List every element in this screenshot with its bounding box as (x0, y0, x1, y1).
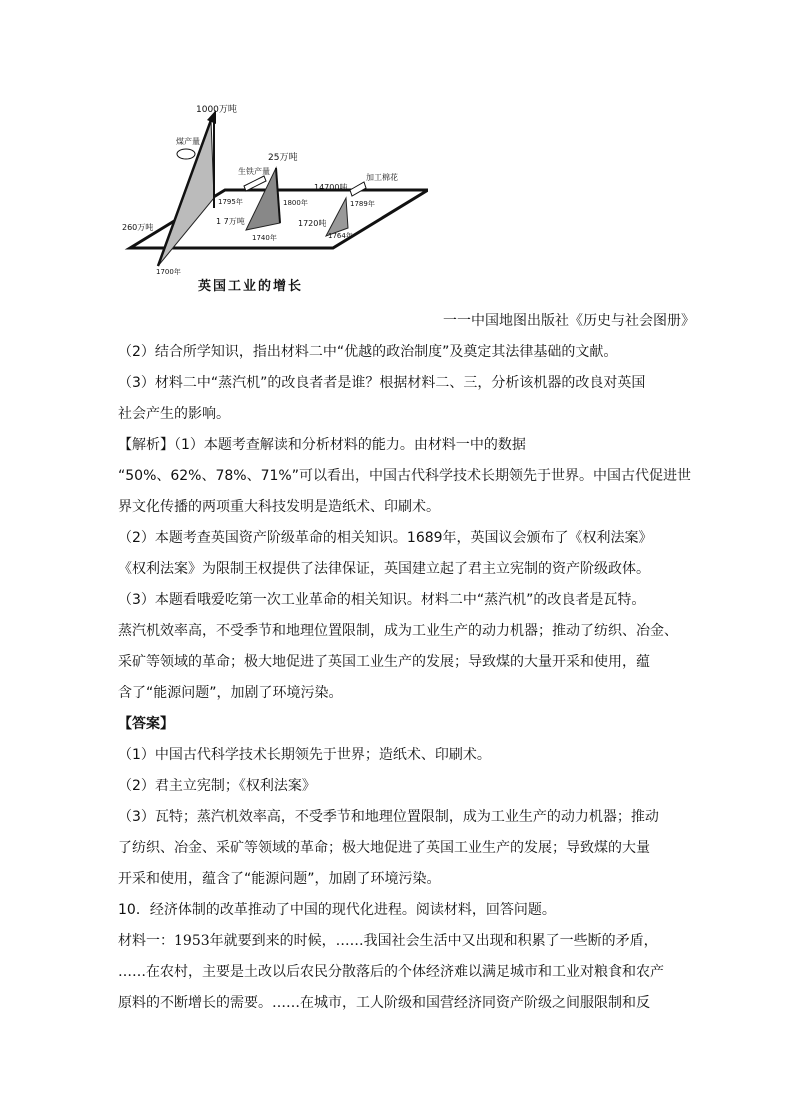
material-line: 原料的不断增长的需要。……在城市，工人阶级和国营经济同资产阶级之间服限制和反 (118, 995, 650, 1011)
answer-heading: 【答案】 (118, 716, 174, 732)
cotton-arrow-icon (350, 182, 366, 196)
analysis-heading-line: 【解析】（1）本题考查解读和分析材料的能力。由材料一中的数据 (118, 437, 526, 453)
text-line: 了纺织、冶金、采矿等领域的革命；极大地促进了英国工业生产的发展；导致煤的大量 (118, 840, 650, 856)
text-line: 《权利法案》为限制王权提供了法律保证，英国建立起了君主立宪制的资产阶级政体。 (118, 561, 650, 577)
iron-bottom-label: 1 7万吨 (216, 217, 245, 226)
industrial-growth-diagram (118, 98, 428, 298)
cotton-shape (326, 198, 348, 236)
text-line: （2）君主立宪制；《权利法案》 (118, 778, 316, 794)
question-10-title: 10．经济体制的改革推动了中国的现代化进程。阅读材料，回答问题。 (118, 902, 556, 918)
coal-top-label: 1000万吨 (196, 105, 237, 115)
coal-bottom-label: 260万吨 (122, 223, 154, 232)
cotton-year-start: 1764年 (328, 232, 353, 240)
text-line: 蒸汽机效率高，不受季节和地理位置限制，成为工业生产的动力机器；推动了纺织、冶金、 (118, 623, 678, 639)
figure-caption: 英国工业的增长 (198, 279, 304, 294)
text-line: （2）结合所学知识，指出材料二中“优越的政治制度”及奠定其法律基础的文献。 (118, 344, 618, 360)
text-line: 界文化传播的两项重大科技发明是造纸术、印刷术。 (118, 499, 440, 515)
cotton-bottom-label: 1720吨 (298, 219, 327, 228)
coal-year-end: 1795年 (218, 198, 243, 206)
coal-year-start: 1700年 (156, 268, 181, 276)
material-line: ……在农村，主要是土改以后农民分散落后的个体经济难以满足城市和工业对粮食和农产 (118, 964, 664, 980)
text-line: （3）瓦特；蒸汽机效率高，不受季节和地理位置限制，成为工业生产的动力机器；推动 (118, 809, 659, 825)
figure-source: 一一中国地图出版社《历史与社会图册》 (443, 313, 695, 329)
text-line: （1）中国古代科学技术长期领先于世界；造纸术、印刷术。 (118, 747, 491, 763)
iron-top-label: 25万吨 (268, 153, 298, 163)
cotton-year-end: 1789年 (350, 200, 375, 208)
text-line: （3）材料二中“蒸汽机”的改良者者是谁？根据材料二、三，分析该机器的改良对英国 (118, 375, 646, 391)
iron-year-end: 1800年 (283, 199, 308, 207)
coal-product-label: 煤产量 (176, 137, 200, 146)
text-line: “50%、62%、78%、71%”可以看出，中国古代科学技术长期领先于世界。中国古代促进世 (118, 468, 691, 484)
cotton-product-label: 加工棉花 (366, 173, 398, 182)
text-line: （2）本题考查英国资产阶级革命的相关知识。1689年，英国议会颁布了《权利法案》 (118, 530, 653, 546)
iron-year-start: 1740年 (252, 234, 277, 242)
text-line: 社会产生的影响。 (118, 406, 230, 422)
document-body (118, 342, 691, 1024)
text-line: 含了“能源问题”，加剧了环境污染。 (118, 685, 343, 701)
text-line: 开采和使用，蕴含了“能源问题”，加剧了环境污染。 (118, 871, 441, 887)
text-line: 采矿等领域的革命；极大地促进了英国工业生产的发展；导致煤的大量开采和使用，蕴 (118, 654, 650, 670)
industrial-growth-figure (118, 98, 428, 298)
coal-cart-icon (177, 149, 195, 159)
material-line: 材料一：1953年就要到来的时候，……我国社会生活中又出现和积累了一些断的矛盾， (118, 933, 658, 949)
text-line: （3）本题看哦爱吃第一次工业革命的相关知识。材料二中“蒸汽机”的改良者是瓦特。 (118, 592, 646, 608)
cotton-top-label: 14700吨 (314, 183, 348, 192)
iron-product-label: 生铁产量 (238, 167, 270, 176)
